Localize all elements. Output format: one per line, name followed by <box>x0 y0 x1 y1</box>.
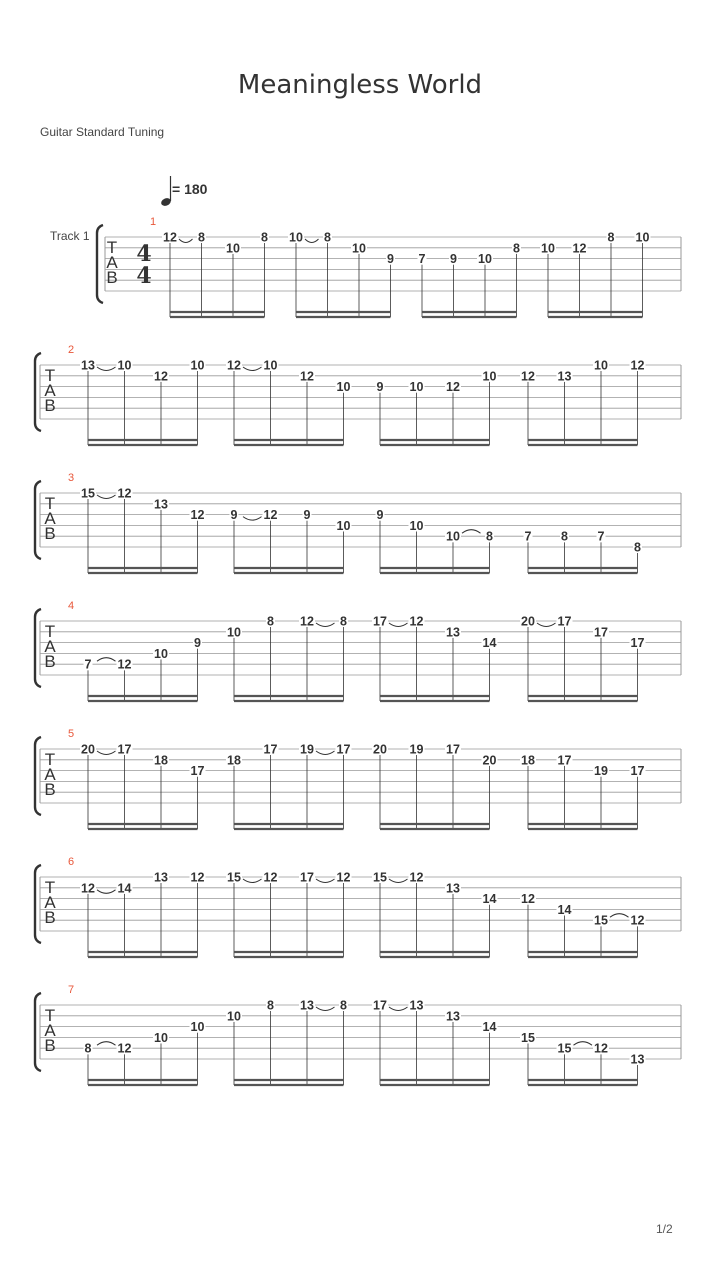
fret-number: 20 <box>373 742 387 757</box>
fret-number: 8 <box>267 998 274 1013</box>
tab-clef-letter: A <box>44 1021 56 1040</box>
fret-number: 10 <box>409 518 424 533</box>
tie-arc <box>462 530 481 534</box>
fret-number: 9 <box>450 252 457 267</box>
fret-number: 19 <box>594 764 608 779</box>
fret-number: 8 <box>607 230 615 245</box>
song-title: Meaningless World <box>237 70 483 100</box>
fret-number: 17 <box>446 742 460 757</box>
fret-number: 15 <box>557 1041 572 1056</box>
fret-number: 10 <box>478 252 492 267</box>
fret-number: 9 <box>230 508 238 523</box>
tab-clef-letter: A <box>44 637 56 656</box>
tie-arc <box>389 623 408 627</box>
fret-number: 17 <box>300 870 314 885</box>
tie-arc <box>389 1007 408 1011</box>
fret-number: 8 <box>340 614 347 629</box>
fret-number: 7 <box>84 657 92 672</box>
tie-arc <box>316 879 335 883</box>
fret-number: 17 <box>373 614 387 629</box>
fret-number: 18 <box>521 753 535 768</box>
fret-number: 12 <box>117 657 132 672</box>
fret-number: 12 <box>336 870 351 885</box>
tab-clef-letter: B <box>44 396 56 415</box>
fret-number: 14 <box>482 1020 497 1035</box>
tie-arc <box>179 239 193 243</box>
fret-number: 12 <box>154 369 168 384</box>
tie-arc <box>316 751 335 755</box>
fret-number: 15 <box>81 486 95 501</box>
fret-number: 20 <box>482 753 497 768</box>
fret-number: 7 <box>524 529 532 544</box>
fret-number: 19 <box>409 742 424 757</box>
fret-number: 8 <box>634 540 641 555</box>
tuning-label: Guitar Standard Tuning <box>40 125 165 139</box>
tab-clef-letter: T <box>44 494 56 513</box>
fret-number: 10 <box>227 625 241 640</box>
measure-number: 4 <box>68 600 75 612</box>
fret-number: 12 <box>190 508 205 523</box>
fret-number: 13 <box>446 1009 460 1024</box>
fret-number: 20 <box>521 614 535 629</box>
tie-arc <box>97 495 116 499</box>
tab-clef-letter: T <box>44 750 56 769</box>
measure-number: 2 <box>68 344 75 356</box>
time-signature-numerator: 4 <box>136 241 152 267</box>
fret-number: 7 <box>597 529 605 544</box>
fret-number: 10 <box>336 380 351 395</box>
fret-number: 10 <box>226 241 240 256</box>
fret-number: 17 <box>594 625 608 640</box>
page-number: 1/2 <box>656 1222 673 1236</box>
fret-number: 10 <box>190 358 205 373</box>
fret-number: 17 <box>557 753 572 768</box>
tie-arc <box>243 517 262 521</box>
tab-clef-letter: A <box>44 381 56 400</box>
tie-arc <box>97 1042 116 1046</box>
fret-number: 12 <box>300 614 314 629</box>
fret-number: 10 <box>263 358 278 373</box>
tie-arc <box>389 879 408 883</box>
tab-clef-letter: A <box>44 765 56 784</box>
fret-number: 12 <box>521 892 535 907</box>
fret-number: 12 <box>300 369 314 384</box>
fret-number: 14 <box>482 892 497 907</box>
measure-number: 3 <box>68 472 75 484</box>
fret-number: 10 <box>352 241 366 256</box>
measure-number: 6 <box>68 856 75 868</box>
fret-number: 12 <box>594 1041 608 1056</box>
fret-number: 15 <box>594 913 608 928</box>
tie-arc <box>97 751 116 755</box>
fret-number: 17 <box>557 614 572 629</box>
fret-number: 15 <box>227 870 241 885</box>
fret-number: 9 <box>376 380 384 395</box>
fret-number: 13 <box>630 1052 645 1067</box>
fret-number: 17 <box>630 636 645 651</box>
fret-number: 13 <box>81 358 95 373</box>
fret-number: 14 <box>557 902 572 917</box>
fret-number: 12 <box>81 881 95 896</box>
tab-clef-letter: A <box>44 509 56 528</box>
tab-clef-letter: T <box>106 238 118 257</box>
fret-number: 19 <box>300 742 314 757</box>
fret-number: 15 <box>373 870 387 885</box>
fret-number: 12 <box>630 358 645 373</box>
fret-number: 12 <box>263 508 278 523</box>
tab-clef-letter: T <box>44 366 56 385</box>
fret-number: 8 <box>340 998 347 1013</box>
fret-number: 18 <box>227 753 241 768</box>
tie-arc <box>97 890 116 894</box>
fret-number: 20 <box>81 742 95 757</box>
fret-number: 17 <box>630 764 645 779</box>
tempo-marking: = 180 <box>172 181 208 197</box>
measure-number: 7 <box>68 984 75 996</box>
tab-clef-letter: A <box>106 253 118 272</box>
tab-clef-letter: T <box>44 878 56 897</box>
fret-number: 10 <box>154 1030 168 1045</box>
tab-clef-letter: T <box>44 1006 56 1025</box>
fret-number: 12 <box>117 486 132 501</box>
tie-arc <box>574 1042 593 1046</box>
fret-number: 12 <box>446 380 460 395</box>
fret-number: 13 <box>409 998 424 1013</box>
tie-arc <box>97 658 116 662</box>
fret-number: 10 <box>482 369 497 384</box>
fret-number: 10 <box>446 529 460 544</box>
tab-clef-letter: B <box>44 780 56 799</box>
fret-number: 9 <box>387 252 394 267</box>
fret-number: 12 <box>521 369 535 384</box>
track-label: Track 1 <box>50 229 90 243</box>
tie-arc <box>316 1007 335 1011</box>
fret-number: 8 <box>198 230 205 245</box>
fret-number: 17 <box>190 764 205 779</box>
fret-number: 8 <box>486 529 493 544</box>
fret-number: 10 <box>594 358 608 373</box>
fret-number: 14 <box>117 881 132 896</box>
tab-clef-letter: B <box>44 1036 56 1055</box>
fret-number: 10 <box>635 230 650 245</box>
fret-number: 9 <box>376 508 384 523</box>
fret-number: 10 <box>336 518 351 533</box>
fret-number: 13 <box>154 497 168 512</box>
tab-clef-letter: A <box>44 893 56 912</box>
fret-number: 15 <box>521 1030 535 1045</box>
fret-number: 17 <box>263 742 278 757</box>
fret-number: 9 <box>194 636 201 651</box>
fret-number: 13 <box>446 881 460 896</box>
measure-number: 5 <box>68 728 75 740</box>
fret-number: 18 <box>154 753 168 768</box>
fret-number: 12 <box>630 913 645 928</box>
tab-clef-letter: B <box>44 908 56 927</box>
tab-clef-letter: T <box>44 622 56 641</box>
tab-clef-letter: B <box>106 268 118 287</box>
fret-number: 10 <box>154 646 168 661</box>
tie-arc <box>243 879 262 883</box>
fret-number: 8 <box>324 230 331 245</box>
fret-number: 12 <box>163 230 177 245</box>
fret-number: 10 <box>227 1009 241 1024</box>
tie-arc <box>316 623 335 627</box>
tab-clef-letter: B <box>44 652 56 671</box>
fret-number: 8 <box>261 230 268 245</box>
fret-number: 10 <box>289 230 303 245</box>
fret-number: 8 <box>561 529 568 544</box>
fret-number: 12 <box>409 870 424 885</box>
fret-number: 17 <box>373 998 387 1013</box>
tie-arc <box>610 914 629 918</box>
fret-number: 12 <box>263 870 278 885</box>
fret-number: 8 <box>267 614 274 629</box>
tie-arc <box>97 367 116 371</box>
tie-arc <box>537 623 556 627</box>
fret-number: 12 <box>409 614 424 629</box>
fret-number: 7 <box>418 252 426 267</box>
fret-number: 13 <box>557 369 572 384</box>
tie-arc <box>243 367 262 371</box>
fret-number: 10 <box>190 1020 205 1035</box>
system-bracket <box>97 225 103 303</box>
fret-number: 10 <box>541 241 555 256</box>
fret-number: 13 <box>300 998 314 1013</box>
fret-number: 9 <box>303 508 311 523</box>
fret-number: 12 <box>227 358 241 373</box>
fret-number: 13 <box>446 625 460 640</box>
fret-number: 12 <box>190 870 205 885</box>
fret-number: 17 <box>117 742 132 757</box>
fret-number: 8 <box>513 241 520 256</box>
tie-arc <box>305 239 319 243</box>
fret-number: 14 <box>482 636 497 651</box>
fret-number: 10 <box>117 358 132 373</box>
fret-number: 13 <box>154 870 168 885</box>
measure-number: 1 <box>150 216 157 228</box>
fret-number: 10 <box>409 380 424 395</box>
fret-number: 12 <box>572 241 587 256</box>
time-signature-denominator: 4 <box>136 263 152 289</box>
tab-clef-letter: B <box>44 524 56 543</box>
fret-number: 17 <box>336 742 351 757</box>
fret-number: 8 <box>84 1041 92 1056</box>
fret-number: 12 <box>117 1041 132 1056</box>
